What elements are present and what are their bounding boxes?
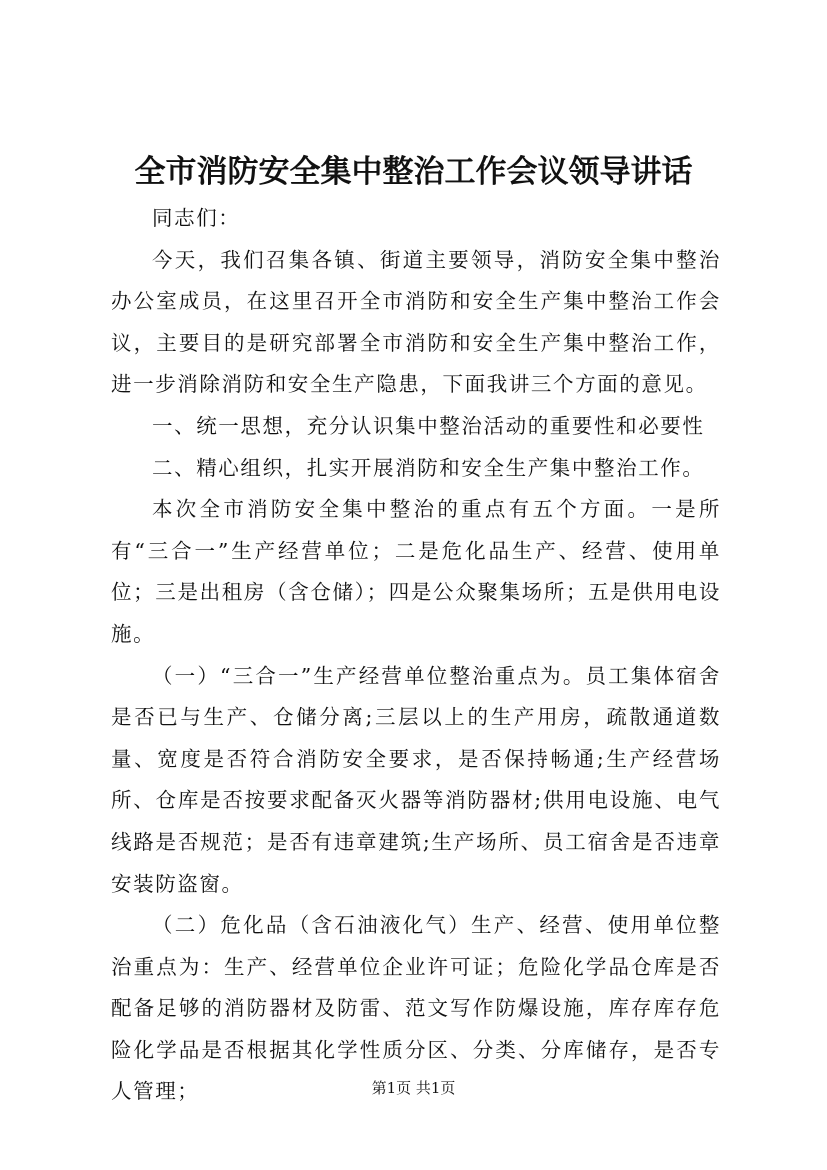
section-heading-2: 二、精心组织，扎实开展消防和安全生产集中整治工作。: [152, 455, 705, 480]
document-title: 全市消防安全集中整治工作会议领导讲话: [134, 154, 693, 190]
section-heading-1: 一、统一思想，充分认识集中整治活动的重要性和必要性: [152, 413, 705, 438]
salutation-paragraph: 同志们：: [152, 206, 241, 230]
document-body: [111, 198, 721, 1113]
item-2-paragraph: （二）危化品（含石油液化气）生产、经营、使用单位整治重点为：生产、经营单位企业许可证；危险化学品仓库是否配备足够的消防器材及防雷、范文写作防爆设施，库存库存危险化学品是否根据其化学性质分区、分类、分库储存，是否专人管理；: [111, 913, 721, 1104]
page-footer: 第1页 共1页: [371, 1079, 456, 1097]
intro-paragraph: 今天，我们召集各镇、街道主要领导，消防安全集中整治办公室成员，在这里召开全市消防和安全生产集中整治工作会议，主要目的是研究部署全市消防和安全生产集中整治工作，进一步消除消防和安全生产隐患，下面我讲三个方面的意见。: [111, 247, 721, 397]
item-1-paragraph: （一）“三合一”生产经营单位整治重点为。员工集体宿舍是否已与生产、仓储分离;三层以上的生产用房，疏散通道数量、宽度是否符合消防安全要求，是否保持畅通;生产经营场所、仓库是否按要求配备灭火器等消防器材;供用电设施、电气线路是否规范；是否有违章建筑;生产场所、员工宿舍是否违章安装防盗窗。: [111, 663, 721, 896]
focus-areas-paragraph: 本次全市消防安全集中整治的重点有五个方面。一是所有“三合一”生产经营单位；二是危化品生产、经营、使用单位；三是出租房（含仓储）；四是公众聚集场所；五是供用电设施。: [111, 497, 721, 646]
